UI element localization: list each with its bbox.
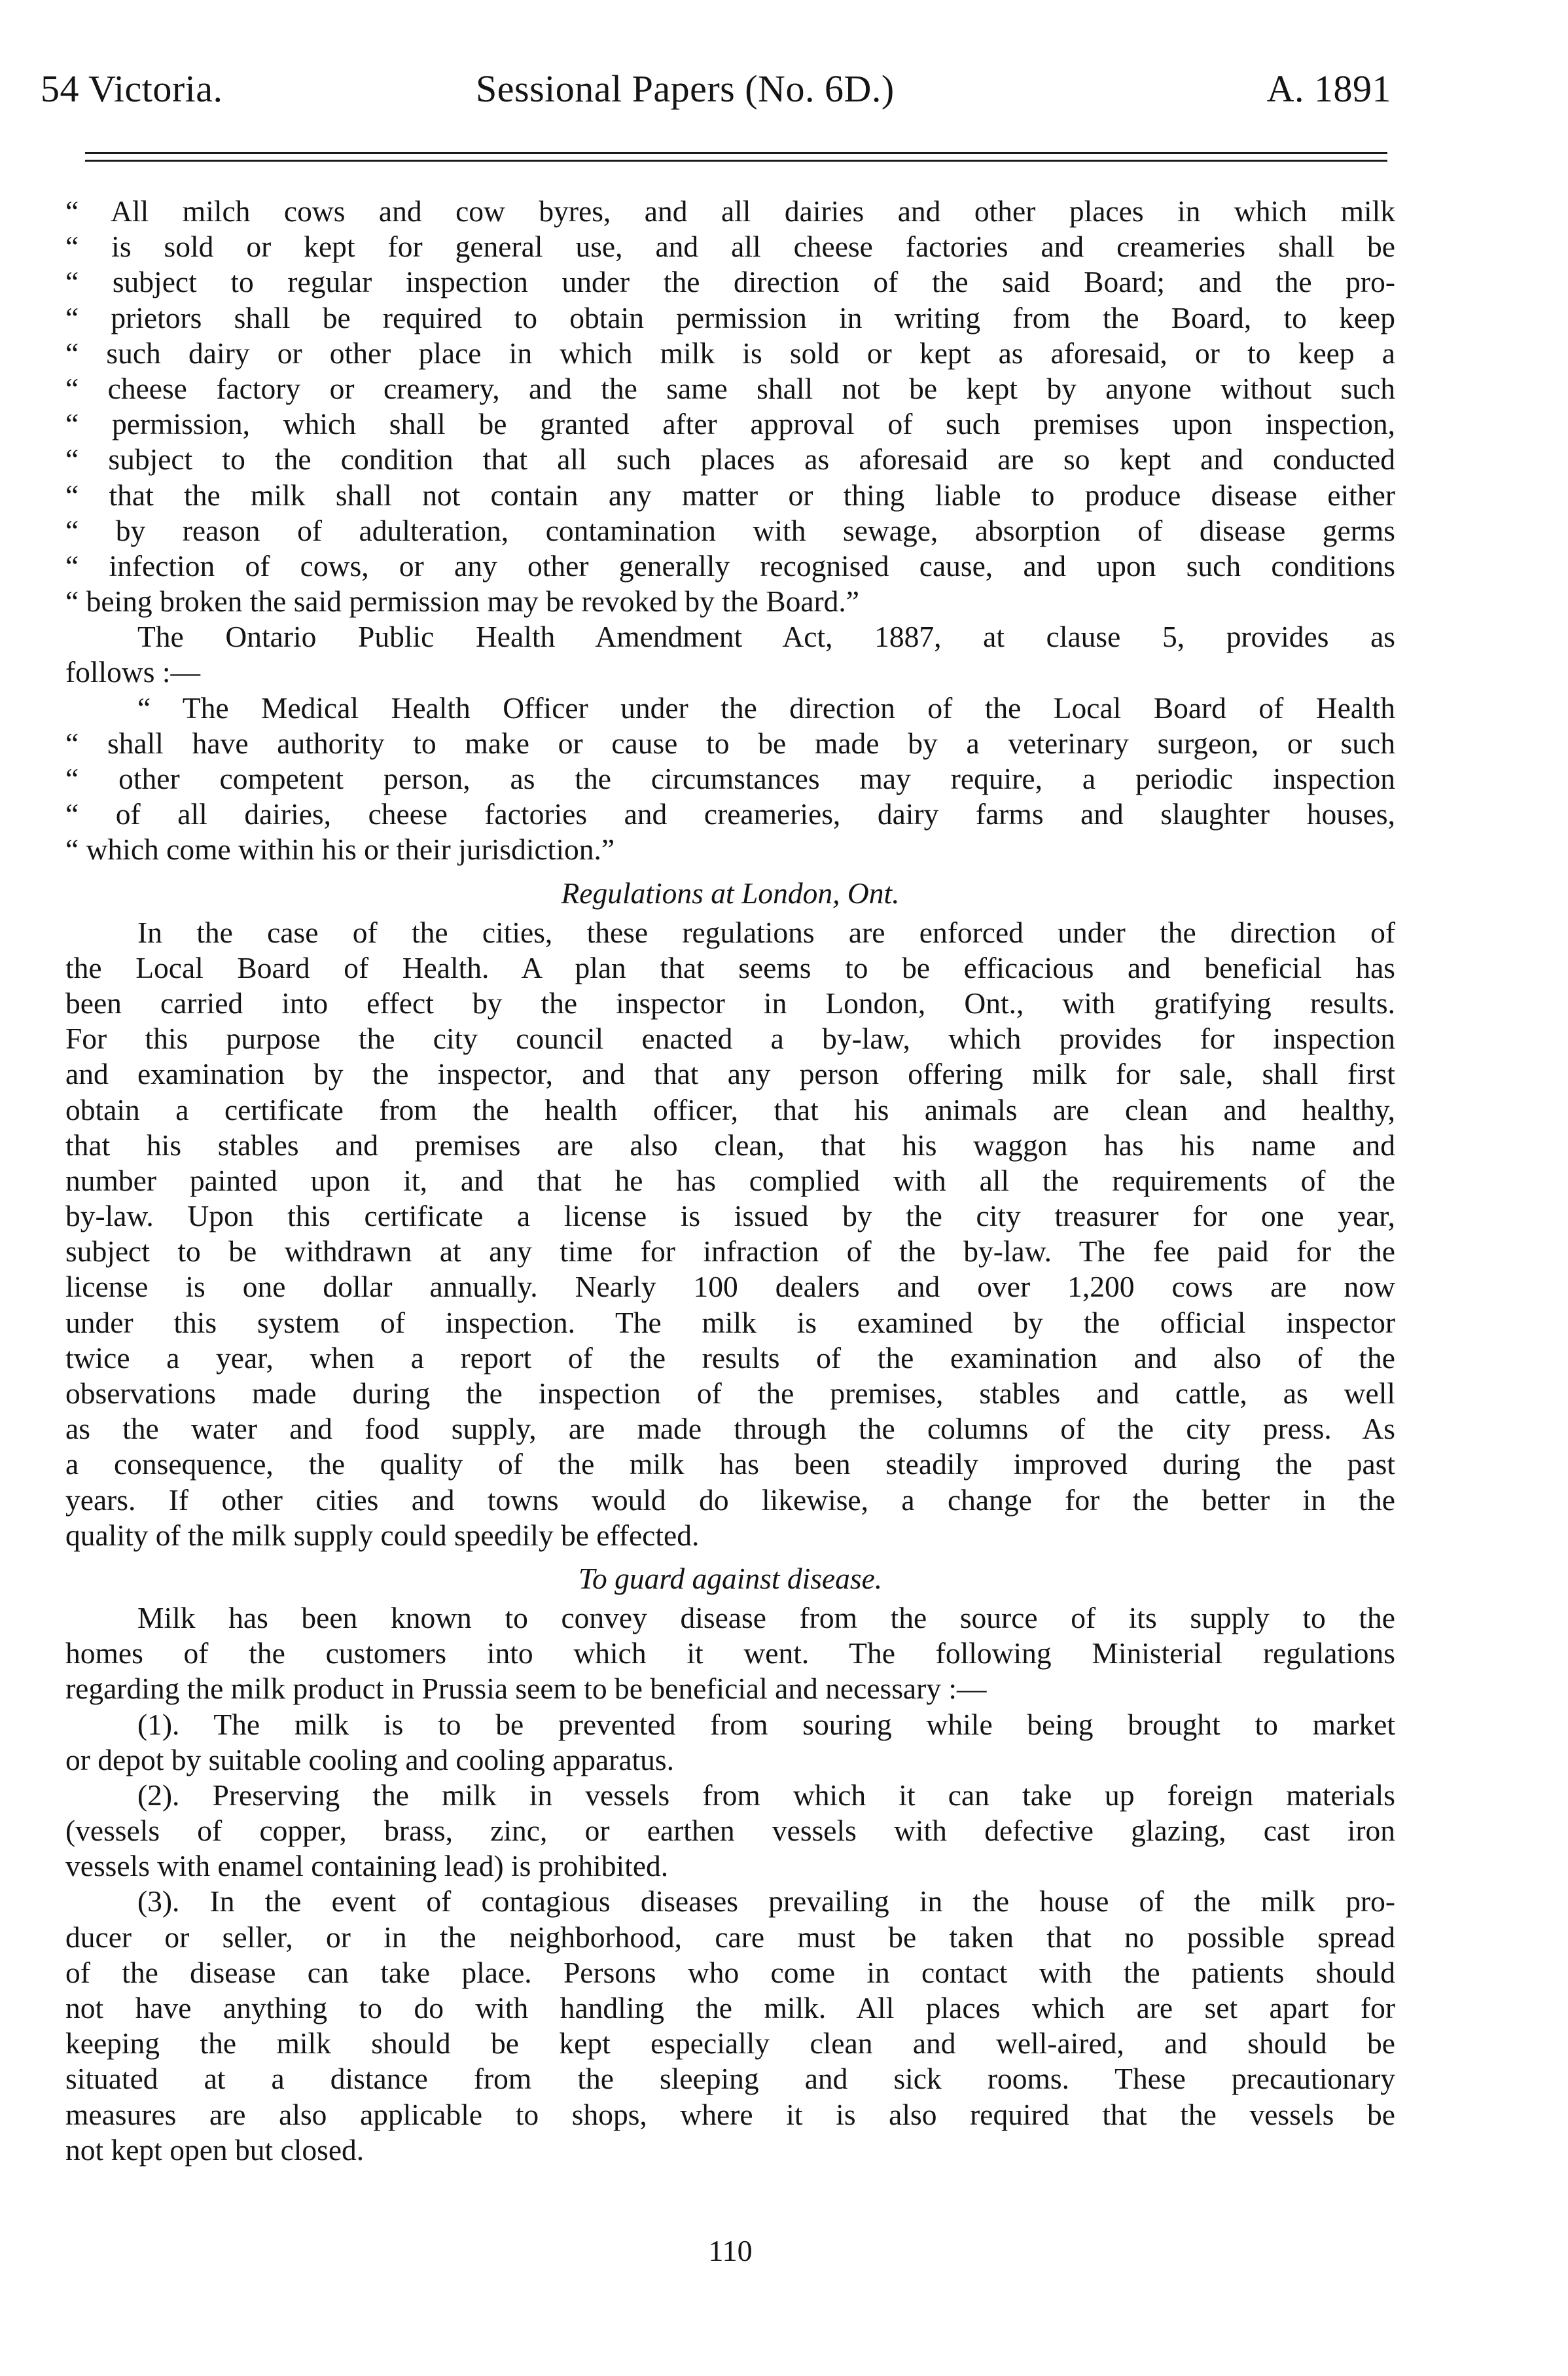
text-line: “ other competent person, as the circumstances may require, a periodic inspection (65, 762, 1395, 795)
text-line: number painted upon it, and that he has complied with all the requirements of the (65, 1163, 1395, 1197)
text-line: ducer or seller, or in the neighborhood, care must be taken that no possible spread (65, 1920, 1395, 1954)
text-line: “ subject to regular inspection under the direction of the said Board; and the pro- (65, 265, 1395, 299)
text-line: of the disease can take place. Persons who come in contact with the patients should (65, 1955, 1395, 1989)
text-line: “ of all dairies, cheese factories and creameries, dairy farms and slaughter houses, (65, 797, 1395, 831)
text-line: and examination by the inspector, and that any person offering milk for sale, shall first (65, 1057, 1395, 1091)
text-line: years. If other cities and towns would do likewise, a change for the better in the (65, 1483, 1395, 1517)
text-line: license is one dollar annually. Nearly 100 dealers and over 1,200 cows are now (65, 1270, 1395, 1304)
text-line: (vessels of copper, brass, zinc, or earthen vessels with defective glazing, cast iron (65, 1814, 1395, 1848)
quote-block-2 (65, 691, 1395, 868)
header-rule-bottom (85, 160, 1387, 162)
running-header (41, 67, 1391, 113)
text-line: “ shall have authority to make or cause to be made by a veterinary surgeon, or such (65, 726, 1395, 760)
text-line: that his stables and premises are also clean, that his waggon has his name and (65, 1128, 1395, 1162)
text-line: homes of the customers into which it went. The following Ministerial regulations (65, 1636, 1395, 1670)
text-line: Milk has been known to convey disease from the source of its supply to the (137, 1600, 1395, 1634)
section-heading-london: Regulations at London, Ont. (561, 876, 900, 910)
text-line: “ The Medical Health Officer under the direction of the Local Board of Health (137, 691, 1395, 725)
text-line: a consequence, the quality of the milk has been steadily improved during the past (65, 1447, 1395, 1481)
text-line: “ All milch cows and cow byres, and all dairies and other places in which milk (65, 194, 1395, 228)
text-line: obtain a certificate from the health officer, that his animals are clean and healthy, (65, 1092, 1395, 1126)
text-line: “ permission, which shall be granted after approval of such premises upon inspection, (65, 407, 1395, 441)
text-line: not have anything to do with handling the milk. All places which are set apart for (65, 1991, 1395, 2025)
text-line: “ subject to the condition that all such places as aforesaid are so kept and conducted (65, 442, 1395, 477)
text-line: In the case of the cities, these regulations are enforced under the direction of (137, 915, 1395, 949)
text-line: quality of the milk supply could speedily be effected. (65, 1518, 700, 1552)
text-line: (1). The milk is to be prevented from souring while being brought to market (137, 1707, 1395, 1741)
header-rule-top (85, 152, 1387, 154)
text-line: by-law. Upon this certificate a license is issued by the city treasurer for one year, (65, 1199, 1395, 1233)
text-line: not kept open but closed. (65, 2133, 365, 2167)
text-line: twice a year, when a report of the results of the examination and also of the (65, 1341, 1395, 1375)
page-number: 110 (708, 2234, 753, 2267)
regulation-item-3 (65, 1884, 1395, 2168)
intro-paragraph (65, 619, 1395, 690)
text-line: as the water and food supply, are made through the columns of the city press. As (65, 1412, 1395, 1446)
text-line: regarding the milk product in Prussia seem to be beneficial and necessary :— (65, 1672, 987, 1706)
text-line: “ being broken the said permission may be revoked by the Board.” (65, 585, 859, 619)
quote-block-1 (65, 194, 1395, 619)
regulation-item-1 (65, 1707, 1395, 1778)
text-line: the Local Board of Health. A plan that seems to be efficacious and beneficial has (65, 950, 1395, 984)
text-line: (2). Preserving the milk in vessels from which it can take up foreign materials (137, 1778, 1395, 1812)
text-line: “ by reason of adulteration, contamination with sewage, absorption of disease germs (65, 513, 1395, 547)
text-line: under this system of inspection. The milk is examined by the official inspector (65, 1305, 1395, 1339)
regulation-item-2 (65, 1778, 1395, 1884)
text-line: measures are also applicable to shops, where it is also required that the vessels be (65, 2097, 1395, 2131)
text-line: subject to be withdrawn at any time for infraction of the by-law. The fee paid for the (65, 1234, 1395, 1269)
text-line: follows :— (65, 655, 201, 689)
text-line: “ that the milk shall not contain any matter or thing liable to produce disease either (65, 478, 1395, 512)
text-line: “ which come within his or their jurisdiction.” (65, 833, 615, 867)
text-line: “ infection of cows, or any other generally recognised cause, and upon such conditions (65, 549, 1395, 583)
header-title: Sessional Papers (No. 6D.) (476, 67, 895, 110)
text-line: vessels with enamel containing lead) is prohibited. (65, 1849, 669, 1883)
text-line: or depot by suitable cooling and cooling apparatus. (65, 1742, 674, 1776)
section-heading-disease: To guard against disease. (578, 1561, 883, 1595)
header-year: A. 1891 (1266, 67, 1391, 110)
text-line: (3). In the event of contagious diseases prevailing in the house of the milk pro- (137, 1884, 1395, 1918)
body-text (65, 194, 1395, 2168)
text-line: “ such dairy or other place in which milk is sold or kept as aforesaid, or to keep a (65, 336, 1395, 370)
text-line: observations made during the inspection of the premises, stables and cattle, as well (65, 1377, 1395, 1410)
text-line: been carried into effect by the inspector in London, Ont., with gratifying results. (65, 986, 1395, 1020)
text-line: keeping the milk should be kept especially clean and well-aired, and should be (65, 2026, 1395, 2061)
text-line: situated at a distance from the sleeping and sick rooms. These precautionary (65, 2062, 1395, 2096)
paragraph-london (65, 915, 1395, 1553)
paragraph-disease (65, 1600, 1395, 1707)
text-line: “ is sold or kept for general use, and all cheese factories and creameries shall be (65, 230, 1395, 264)
text-line: The Ontario Public Health Amendment Act, 1887, at clause 5, provides as (137, 620, 1395, 654)
text-line: For this purpose the city council enacted a by-law, which provides for inspection (65, 1022, 1395, 1056)
header-session: 54 Victoria. (41, 67, 223, 110)
text-line: “ cheese factory or creamery, and the same shall not be kept by anyone without such (65, 371, 1395, 405)
text-line: “ prietors shall be required to obtain permission in writing from the Board, to keep (65, 300, 1395, 334)
